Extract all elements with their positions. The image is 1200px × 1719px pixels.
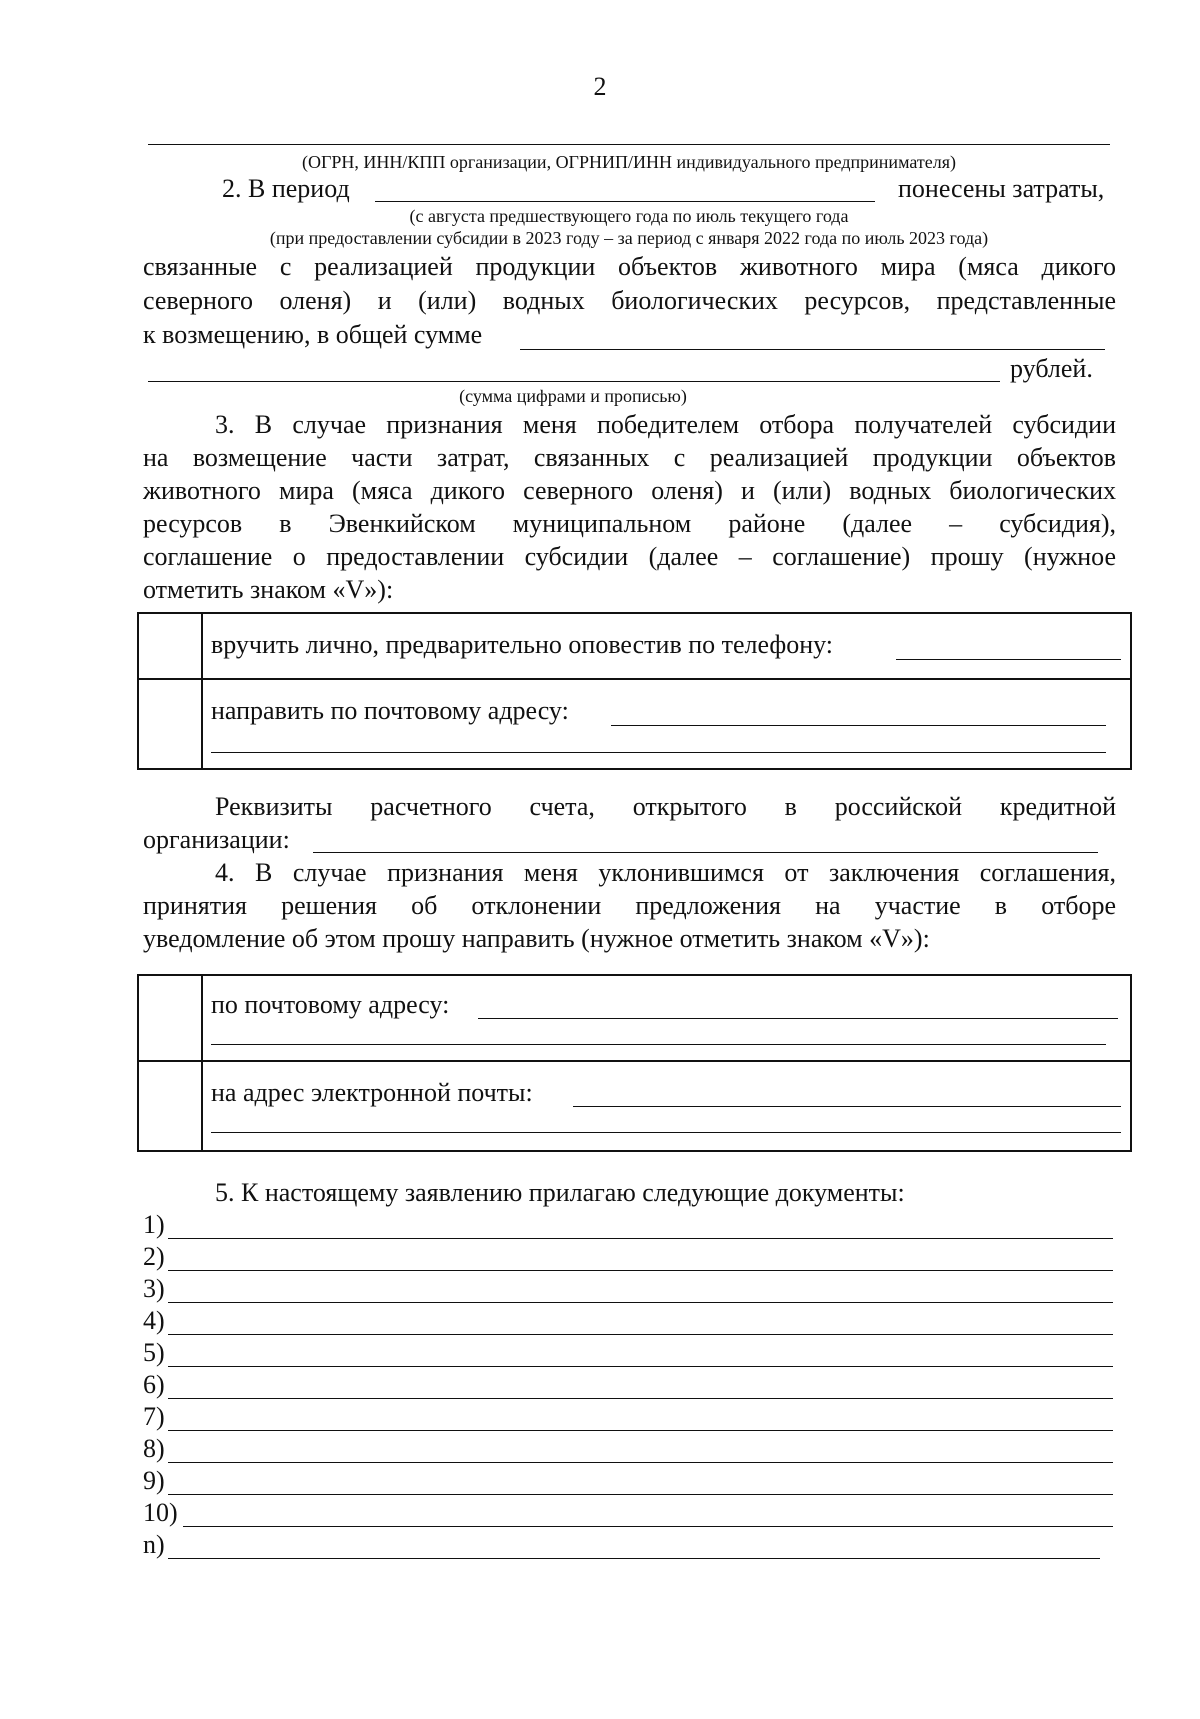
postal-address-field-continued[interactable] bbox=[211, 752, 1106, 753]
section2-prefix: 2. В период bbox=[222, 174, 350, 203]
option-notify-email-label: на адрес электронной почты: bbox=[211, 1078, 533, 1107]
document-field-5[interactable] bbox=[168, 1366, 1113, 1367]
list-item: 5) bbox=[143, 1338, 165, 1367]
section3-line-3: животного мира (мяса дикого северного оленя) и (или) водных биологических bbox=[143, 476, 1116, 505]
list-item: 8) bbox=[143, 1434, 165, 1463]
bank-account-field[interactable] bbox=[313, 852, 1098, 853]
section3-line-1: 3. В случае признания меня победителем отбора получателей субсидии bbox=[215, 410, 1116, 439]
checkbox-hand-delivery[interactable] bbox=[138, 613, 202, 679]
checkbox-notify-postal[interactable] bbox=[138, 975, 202, 1061]
list-item: 10) bbox=[143, 1498, 178, 1527]
sum-caption: (сумма цифрами и прописью) bbox=[459, 386, 687, 406]
bank-line-1: Реквизиты расчетного счета, открытого в российской кредитной bbox=[215, 792, 1116, 821]
checkbox-postal-address[interactable] bbox=[138, 679, 202, 769]
email-field-continued[interactable] bbox=[211, 1132, 1121, 1133]
document-field-8[interactable] bbox=[168, 1462, 1113, 1463]
list-item: 4) bbox=[143, 1306, 165, 1335]
option-postal-address-label: направить по почтовому адресу: bbox=[211, 696, 569, 725]
document-field-10[interactable] bbox=[183, 1526, 1113, 1527]
option-notify-postal bbox=[202, 975, 1131, 1061]
total-sum-field-continued[interactable] bbox=[148, 381, 1000, 382]
checkbox-notify-email[interactable] bbox=[138, 1061, 202, 1151]
list-item: n) bbox=[143, 1530, 165, 1559]
document-field-9[interactable] bbox=[168, 1494, 1113, 1495]
agreement-delivery-options bbox=[137, 612, 1132, 770]
period-field[interactable] bbox=[375, 201, 875, 202]
section3-line-5: соглашение о предоставлении субсидии (далее – соглашение) прошу (нужное bbox=[143, 542, 1116, 571]
option-notify-postal-label: по почтовому адресу: bbox=[211, 990, 450, 1019]
page-number: 2 bbox=[593, 72, 607, 101]
notification-options bbox=[137, 974, 1132, 1152]
section3-line-4: ресурсов в Эвенкийском муниципальном районе (далее – субсидия), bbox=[143, 509, 1116, 538]
document-field-2[interactable] bbox=[168, 1270, 1113, 1271]
list-item: 3) bbox=[143, 1274, 165, 1303]
list-item: 9) bbox=[143, 1466, 165, 1495]
option-notify-email bbox=[202, 1061, 1131, 1151]
document-field-3[interactable] bbox=[168, 1302, 1113, 1303]
section2-line-1: связанные с реализацией продукции объектов животного мира (мяса дикого bbox=[143, 252, 1116, 281]
list-item: 6) bbox=[143, 1370, 165, 1399]
section3-line-2: на возмещение части затрат, связанных с реализацией продукции объектов bbox=[143, 443, 1116, 472]
list-item: 7) bbox=[143, 1402, 165, 1431]
section2-line-2: северного оленя) и (или) водных биологических ресурсов, представленные bbox=[143, 286, 1116, 315]
list-item: 2) bbox=[143, 1242, 165, 1271]
phone-field[interactable] bbox=[896, 659, 1121, 660]
organization-id-caption: (ОГРН, ИНН/КПП организации, ОГРНИП/ИНН индивидуального предпринимателя) bbox=[302, 152, 956, 172]
organization-id-field[interactable] bbox=[148, 144, 1110, 145]
postal-address-field[interactable] bbox=[611, 725, 1106, 726]
period-caption-1: (с августа предшествующего года по июль текущего года bbox=[409, 206, 849, 226]
option-postal-address bbox=[202, 679, 1131, 769]
document-field-n[interactable] bbox=[168, 1558, 1100, 1559]
section4-line-1: 4. В случае признания меня уклонившимся от заключения соглашения, bbox=[215, 858, 1116, 887]
section2-line-3: к возмещению, в общей сумме bbox=[143, 320, 483, 349]
option-hand-delivery-label: вручить лично, предварительно оповестив по телефону: bbox=[211, 630, 834, 659]
bank-line-2: организации: bbox=[143, 825, 290, 854]
section3-line-6: отметить знаком «V»): bbox=[143, 575, 394, 604]
period-caption-2: (при предоставлении субсидии в 2023 году – за период с января 2022 года по июль 2023 года) bbox=[269, 228, 989, 248]
email-field[interactable] bbox=[573, 1106, 1121, 1107]
document-field-7[interactable] bbox=[168, 1430, 1113, 1431]
section2-suffix: понесены затраты, bbox=[898, 174, 1105, 203]
document-field-4[interactable] bbox=[168, 1334, 1113, 1335]
section5-title: 5. К настоящему заявлению прилагаю следующие документы: bbox=[215, 1178, 905, 1207]
section4-line-3: уведомление об этом прошу направить (нужное отметить знаком «V»): bbox=[143, 924, 930, 953]
notify-postal-field-continued[interactable] bbox=[211, 1044, 1106, 1045]
document-field-6[interactable] bbox=[168, 1398, 1113, 1399]
document-field-1[interactable] bbox=[168, 1238, 1113, 1239]
notify-postal-field[interactable] bbox=[478, 1018, 1118, 1019]
list-item: 1) bbox=[143, 1210, 165, 1239]
option-hand-delivery bbox=[202, 613, 1131, 679]
section4-line-2: принятия решения об отклонении предложения на участие в отборе bbox=[143, 891, 1116, 920]
total-sum-field[interactable] bbox=[520, 349, 1105, 350]
rubles-label: рублей. bbox=[1010, 354, 1093, 383]
